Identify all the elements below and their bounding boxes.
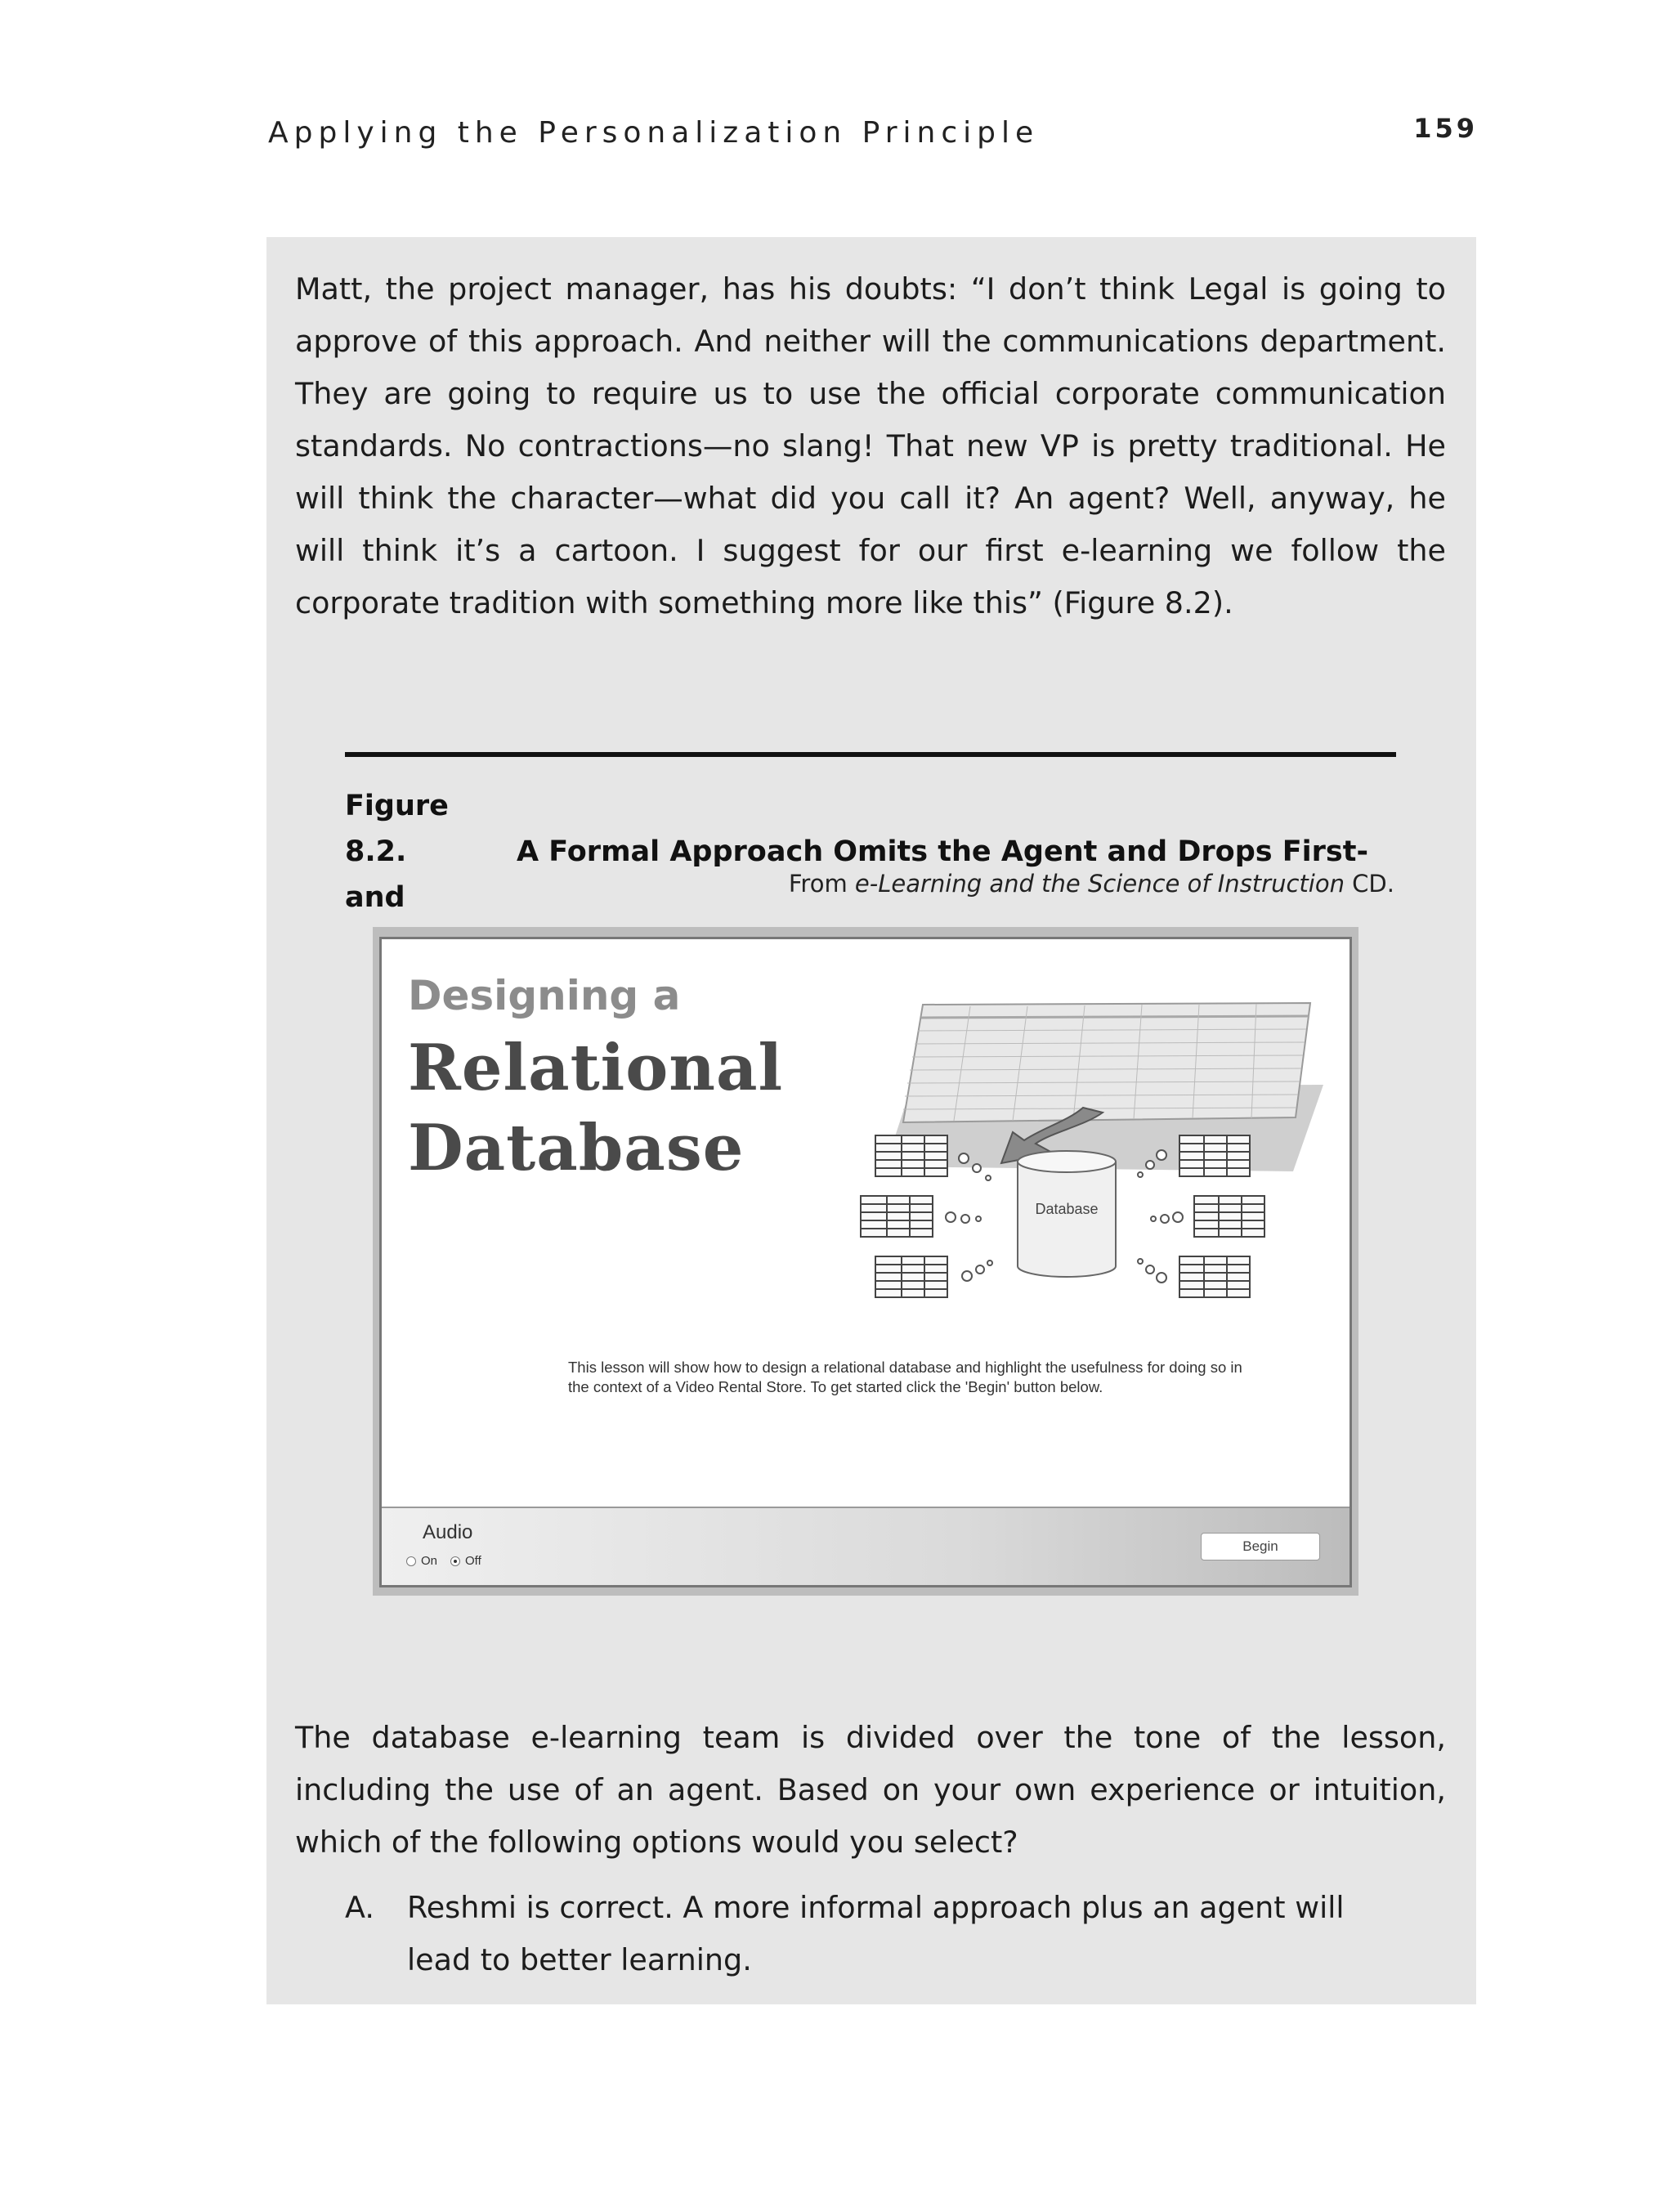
figure-source-suffix: CD. [1344,870,1394,898]
audio-on-radio[interactable] [406,1556,416,1566]
table-icon-right-mid [1194,1196,1264,1237]
lesson-bottom-bar [382,1507,1349,1585]
table-icon-left-top [875,1135,947,1176]
lesson-intro-text: This lesson will show how to design a relational database and highlight the usefulness for doing so in the context of a Video Rental Store. To get started click the 'Begin' button below. [568,1359,1242,1395]
audio-radio-group [406,1554,495,1568]
figure-rule [345,752,1396,757]
table-icon-left-bottom [875,1256,947,1297]
option-a [345,1882,1408,1986]
lesson-title-line1: Relational [408,1031,784,1105]
figure-source [789,870,1394,898]
database-diagram [382,939,1349,1511]
paragraph-intro: Matt, the project manager, has his doubts: “I don’t think Legal is going to approve of this approach. And neither will the communications department. They are going to require us to use the official corporate communication standards. No contractions—no slang! That new VP is pretty traditional. He will think the character—what did you call it? An agent? Well, anyway, he will think it’s a cartoon. I suggest for our first e-learning we follow the corporate tradition with something more like this” (Figure 8.2). [295,271,1446,620]
page-number: 159 [1413,113,1478,144]
table-icon-right-bottom [1179,1256,1250,1297]
running-head: Applying the Personalization Principle [268,116,1040,150]
table-icon-right-top [1179,1135,1250,1176]
figure-caption-line1: A Formal Approach Omits the Agent and Drops First- and [345,835,1369,914]
audio-off-radio[interactable] [450,1556,460,1566]
table-icon-left-mid [861,1196,933,1237]
option-text: Reshmi is correct. A more informal approach plus an agent will lead to better learning. [407,1890,1345,1977]
paragraph-question: The database e-learning team is divided over the tone of the lesson, including the use of an agent. Based on your own experience or intuition, which of the following options would you select? [295,1720,1446,1860]
database-cylinder-icon [1018,1151,1116,1277]
figure-source-prefix: From [788,870,855,898]
audio-off-label: Off [465,1554,481,1568]
audio-label: Audio [423,1521,473,1543]
figure-number: Figure 8.2. [345,790,449,868]
begin-button[interactable]: Begin [1201,1533,1320,1560]
lesson-title-line2: Database [408,1111,745,1185]
database-label: Database [1035,1201,1099,1217]
figure-source-title: e-Learning and the Science of Instruction [854,870,1345,898]
audio-on-label: On [421,1554,438,1568]
spreadsheet-graphic [885,1003,1323,1171]
lesson-screenshot [379,937,1352,1587]
lesson-title-small: Designing a [408,972,681,1019]
option-letter: A. [345,1890,374,1925]
